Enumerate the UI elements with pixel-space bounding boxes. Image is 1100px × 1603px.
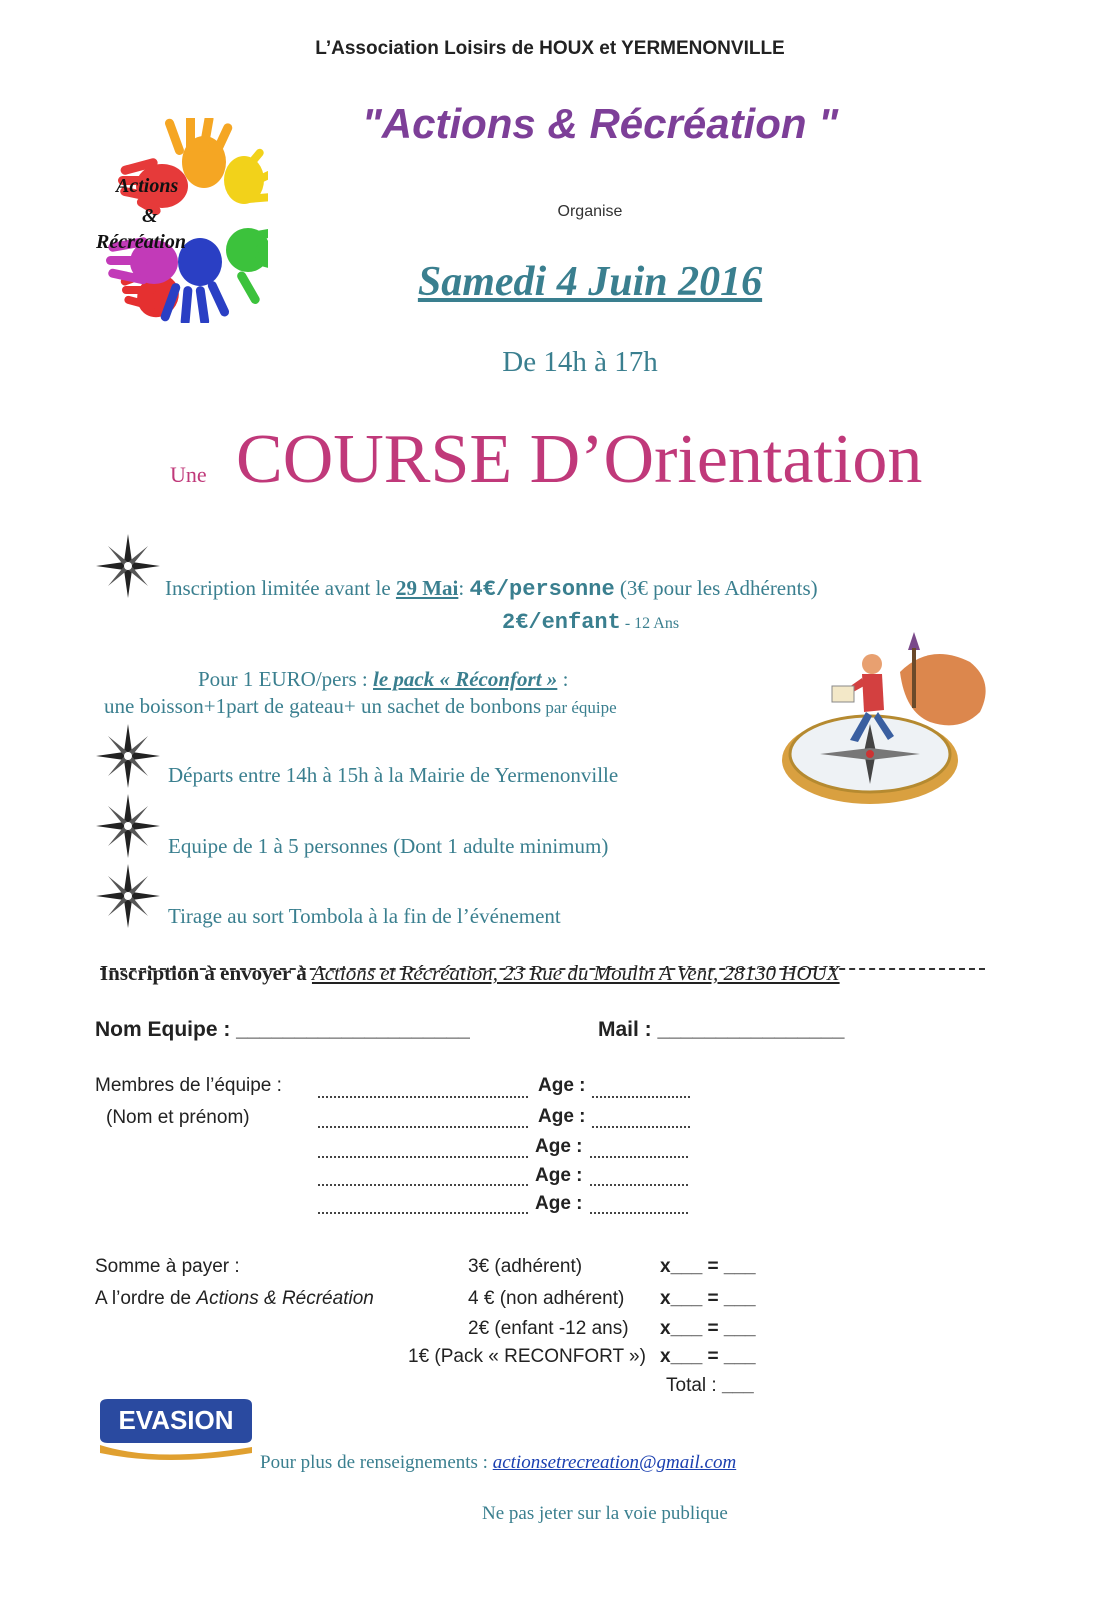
age-field[interactable]: [592, 1112, 690, 1133]
pack-name: le pack « Réconfort »: [373, 667, 558, 691]
send-to-line: [100, 961, 840, 986]
compass-star-icon: [96, 724, 160, 788]
organise-label: Organise: [557, 203, 623, 220]
age-field[interactable]: [592, 1082, 690, 1103]
price-row-label: 1€ (Pack « RECONFORT »): [408, 1346, 646, 1367]
compass-star-icon: [96, 534, 160, 598]
une-label: Une: [170, 462, 207, 487]
child-price-line: [502, 609, 679, 635]
age-label: Age :: [538, 1075, 586, 1096]
event-date: Samedi 4 Juin 2016: [417, 259, 763, 305]
members-sub-label: (Nom et prénom): [106, 1107, 250, 1128]
order-prefix: A l’ordre de: [95, 1288, 197, 1309]
pack-prefix: Pour 1 EURO/pers :: [198, 667, 373, 691]
inscription-prefix: Inscription limitée avant le: [165, 576, 396, 600]
logo-text-ampersand: &: [142, 205, 158, 227]
age-label: Age :: [535, 1136, 583, 1157]
event-hours: De 14h à 17h: [502, 346, 658, 378]
compass-runner-illustration: [780, 632, 1000, 812]
member-field[interactable]: [318, 1142, 528, 1163]
team-name-field[interactable]: ____________________: [236, 1018, 470, 1041]
mail-row: [598, 1018, 844, 1042]
members-label: Membres de l’équipe :: [95, 1075, 282, 1096]
price-row-label: 4 € (non adhérent): [468, 1288, 625, 1309]
age-field[interactable]: [590, 1142, 688, 1163]
price-child-age: - 12 Ans: [620, 615, 680, 632]
page-title: "Actions & Récréation ": [361, 100, 839, 147]
inscription-colon: :: [458, 576, 470, 600]
mail-field[interactable]: ________________: [657, 1018, 845, 1041]
total-row: [666, 1375, 754, 1397]
equipe-text: Equipe de 1 à 5 personnes (Dont 1 adulte minimum): [168, 834, 609, 858]
price-row-calc[interactable]: x___ = ___: [660, 1318, 756, 1339]
hands-logo: [58, 118, 268, 323]
pack-content-line: [104, 694, 617, 719]
team-name-row: [95, 1018, 470, 1042]
age-label: Age :: [538, 1106, 586, 1127]
evasion-logo: [96, 1397, 256, 1463]
association-name: L’Association Loisirs de HOUX et YERMENONVILLE: [315, 38, 785, 59]
member-field[interactable]: [318, 1198, 528, 1219]
sum-label: Somme à payer :: [95, 1256, 240, 1277]
pack-per: par équipe: [541, 698, 617, 717]
evasion-logo-text: EVASION: [118, 1405, 234, 1435]
compass-star-icon: [96, 864, 160, 928]
send-label: Inscription à envoyer à: [100, 961, 312, 985]
member-field[interactable]: [318, 1112, 528, 1133]
member-field[interactable]: [318, 1082, 528, 1103]
age-field[interactable]: [590, 1198, 688, 1219]
info-label: Pour plus de renseignements :: [260, 1452, 493, 1473]
price-child: 2€/enfant: [502, 610, 621, 635]
compass-star-icon: [96, 794, 160, 858]
total-label: Total :: [666, 1375, 717, 1396]
team-name-label: Nom Equipe :: [95, 1018, 237, 1041]
logo-text-recreation: Récréation: [96, 231, 186, 253]
total-field[interactable]: ___: [721, 1375, 754, 1396]
price-row-label: 2€ (enfant -12 ans): [468, 1318, 629, 1339]
tombola-text: Tirage au sort Tombola à la fin de l’événement: [168, 904, 561, 928]
age-label: Age :: [535, 1165, 583, 1186]
pack-suffix: :: [557, 667, 569, 691]
price-row-calc[interactable]: x___ = ___: [660, 1256, 756, 1277]
member-field[interactable]: [318, 1170, 528, 1191]
age-label: Age :: [535, 1193, 583, 1214]
pack-line: [198, 667, 568, 692]
mail-label: Mail :: [598, 1018, 658, 1041]
event-name: COURSE D’Orientation: [236, 421, 923, 498]
pack-content: une boisson+1part de gateau+ un sachet de bonbons: [104, 694, 542, 718]
public-notice: Ne pas jeter sur la voie publique: [482, 1503, 728, 1524]
departs-text: Départs entre 14h à 15h à la Mairie de Yermenonville: [168, 763, 619, 787]
send-address: Actions et Récréation, 23 Rue du Moulin A Vent, 28130 HOUX: [311, 961, 840, 985]
price-row-calc[interactable]: x___ = ___: [660, 1346, 756, 1367]
inscription-line: [165, 576, 818, 602]
price-person: 4€/personne: [469, 577, 615, 602]
order-name: Actions & Récréation: [196, 1288, 374, 1309]
logo-text-actions: Actions: [116, 175, 179, 197]
age-field[interactable]: [590, 1170, 688, 1191]
price-adherent: (3€ pour les Adhérents): [614, 576, 818, 600]
price-row-calc[interactable]: x___ = ___: [660, 1288, 756, 1309]
order-line: [95, 1288, 374, 1310]
info-line: [260, 1452, 736, 1474]
contact-email-link[interactable]: actionsetrecreation@gmail.com: [492, 1452, 737, 1473]
inscription-deadline: 29 Mai: [395, 576, 459, 600]
price-row-label: 3€ (adhérent): [468, 1256, 583, 1277]
